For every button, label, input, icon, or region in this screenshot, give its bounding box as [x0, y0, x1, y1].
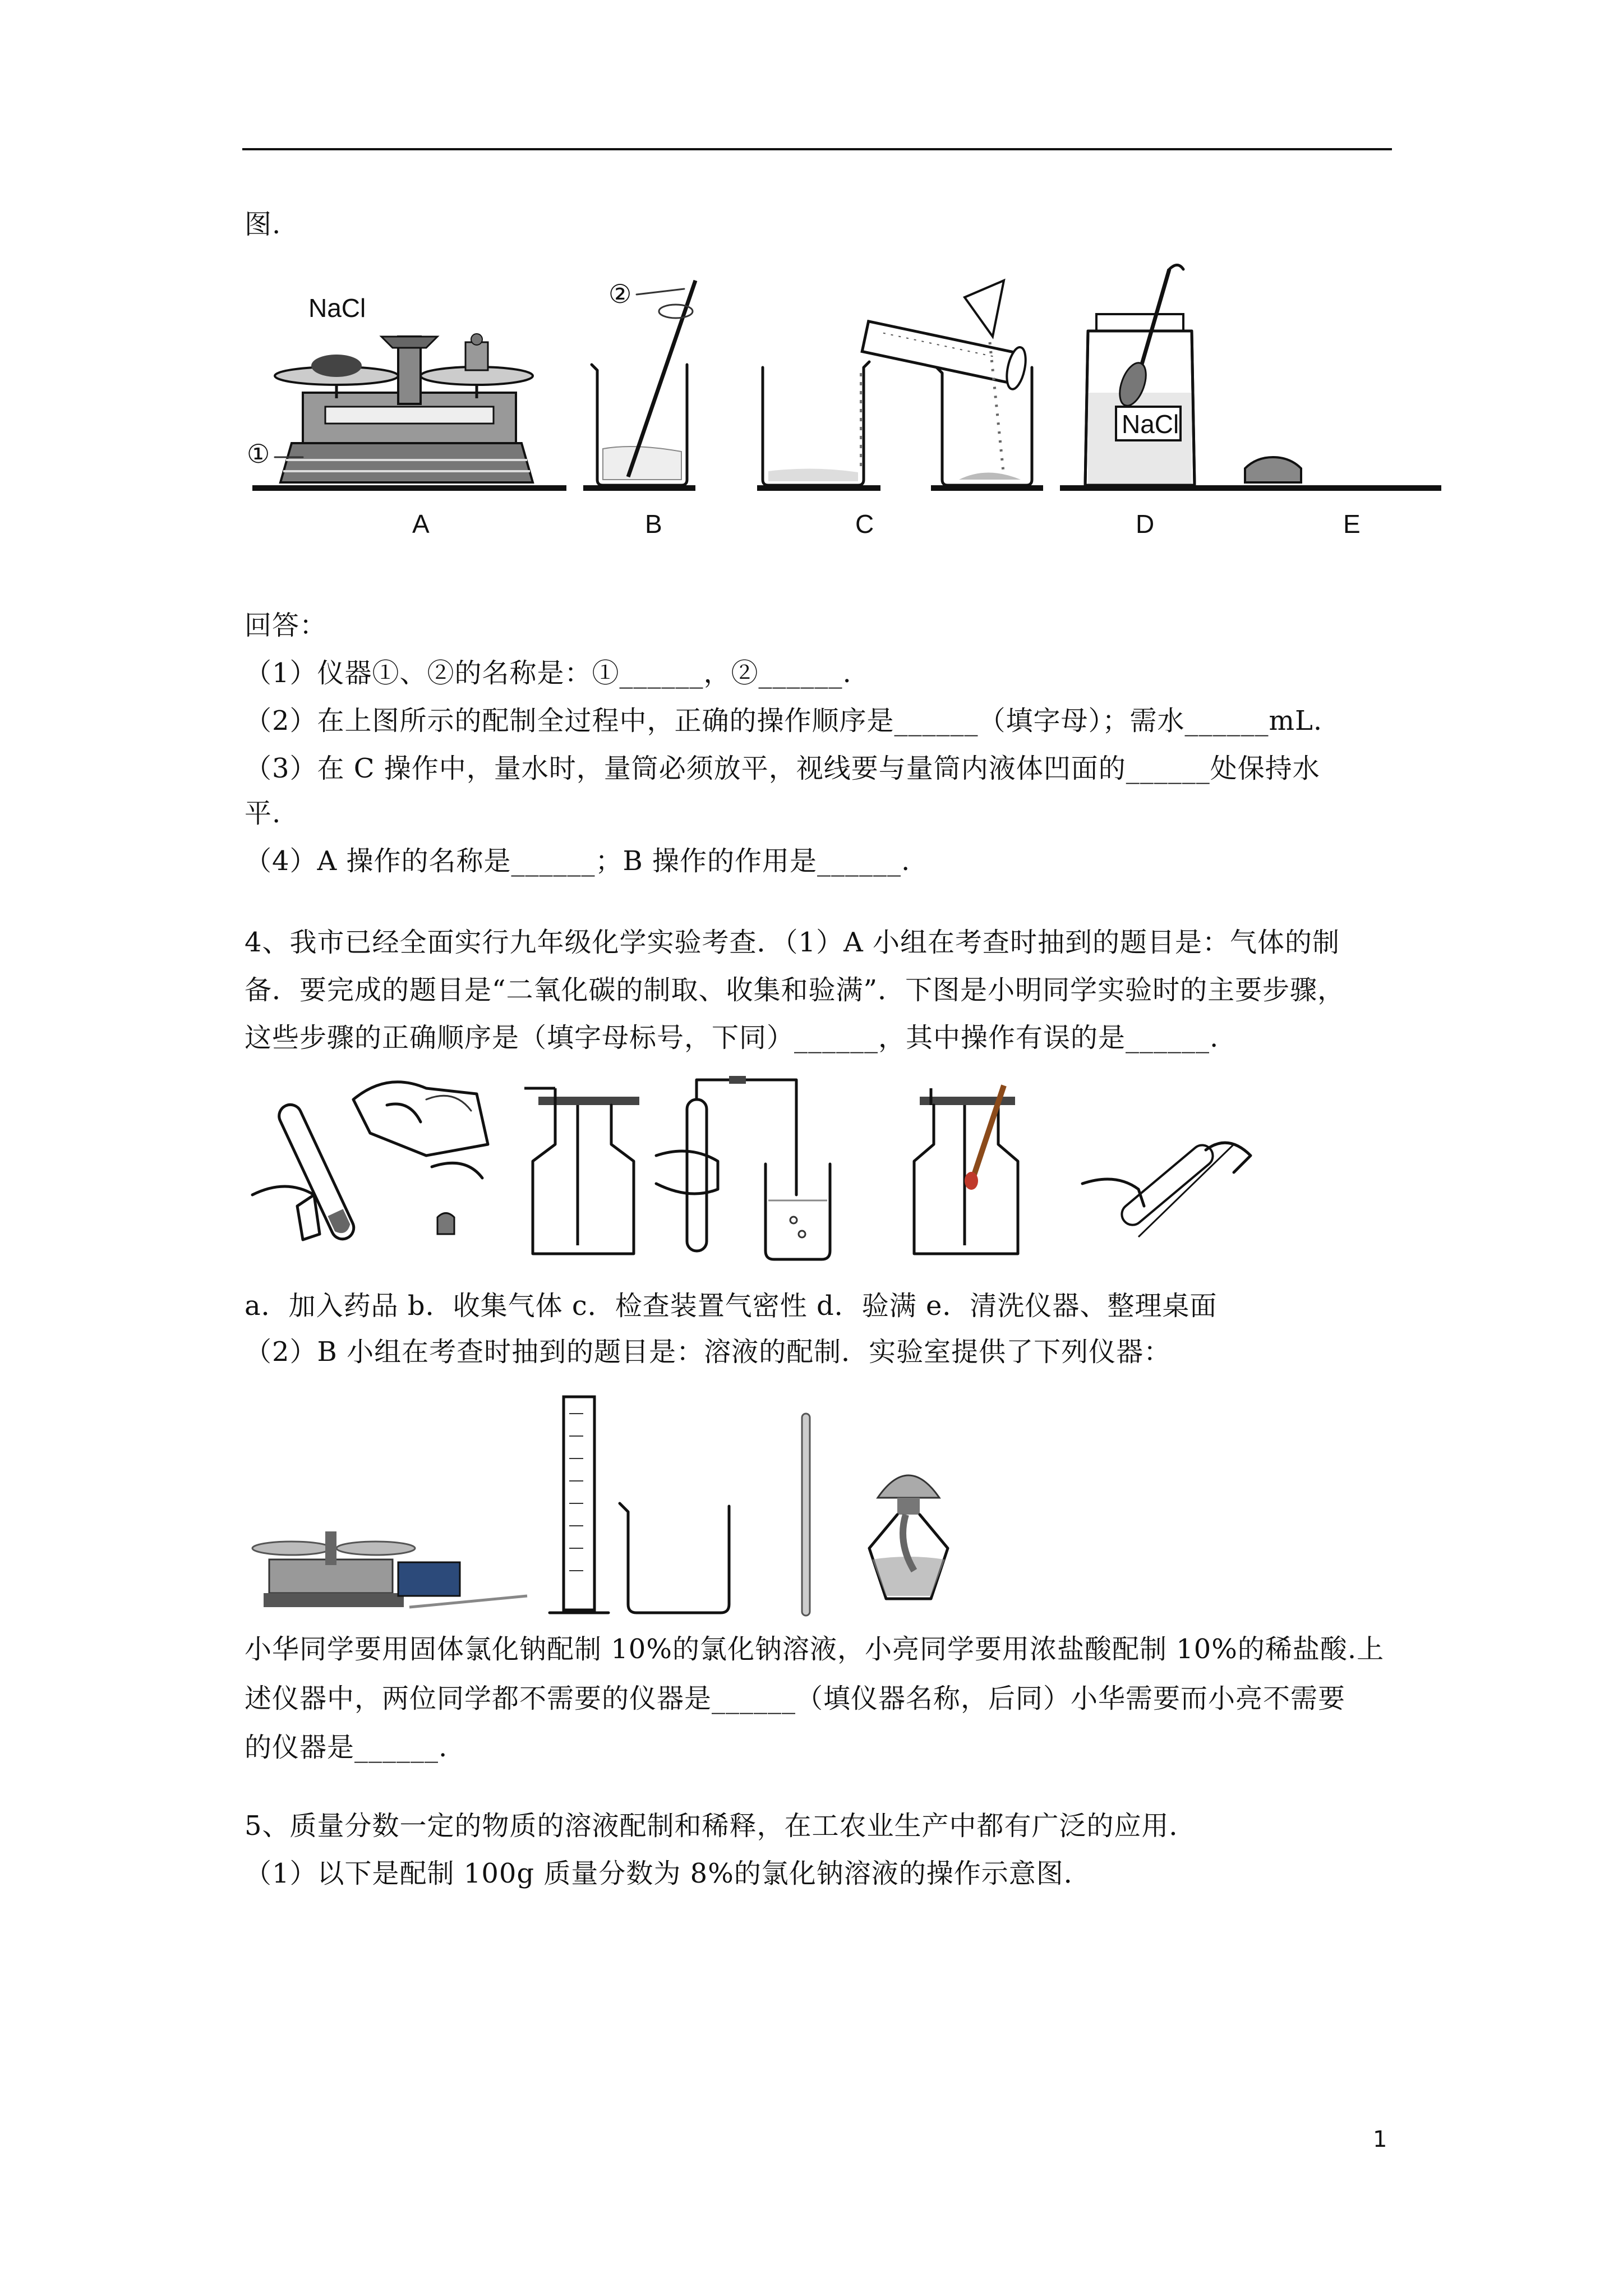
q5-line-1: 5、质量分数一定的物质的溶液配制和稀释，在工农业生产中都有广泛的应用． — [245, 1810, 1197, 1842]
figure-label-d: D — [1136, 509, 1155, 539]
adding-reagent-illustration — [252, 1082, 488, 1243]
q3-part-3-line-2: 平. — [245, 798, 282, 829]
q4-line-3: 这些步骤的正确顺序是（填字母标号，下同）______，其中操作有误的是______. — [245, 1022, 1219, 1053]
answer-intro: 回答： — [245, 610, 328, 641]
balance-with-weights-illustration — [252, 1531, 527, 1607]
figure-co2-steps — [241, 1066, 1391, 1285]
q4-part-2: （2）B 小组在考查时抽到的题目是：溶液的配制．实验室提供了下列仪器： — [245, 1336, 1172, 1368]
reagent-jar-illustration — [1060, 265, 1441, 489]
nacl-label-jar: NaCl — [1122, 409, 1179, 439]
marker-1: ① — [247, 439, 270, 468]
header-rule — [242, 148, 1392, 150]
q4-part-3-line-3: 的仪器是______. — [245, 1732, 448, 1763]
figure-label-e: E — [1343, 509, 1361, 539]
checking-full-illustration — [914, 1085, 1018, 1254]
q4-line-1: 4、我市已经全面实行九年级化学实验考查．（1）A 小组在考查时抽到的题目是：气体的制 — [245, 927, 1340, 958]
airtightness-check-illustration — [656, 1076, 830, 1259]
q4-line-2: 备．要完成的题目是“二氧化碳的制取、收集和验满”．下图是小明同学实验时的主要步骤， — [245, 974, 1345, 1006]
nacl-label-balance: NaCl — [308, 293, 366, 323]
page-number: 1 — [1373, 2127, 1387, 2152]
q3-part-4: （4）A 操作的名称是______；B 操作的作用是______. — [245, 845, 911, 877]
q4-part-3-line-1: 小华同学要用固体氯化钠配制 10%的氯化钠溶液，小亮同学要用浓盐酸配制 10%的稀盐酸.上 — [245, 1634, 1385, 1665]
alcohol-lamp-illustration — [869, 1475, 948, 1599]
q4-part-3-line-2: 述仪器中，两位同学都不需要的仪器是______（填仪器名称，后同）小华需要而小亮不需要 — [245, 1683, 1346, 1714]
figure-solution-preparation — [241, 258, 1447, 550]
beaker-stirring-illustration — [583, 279, 695, 488]
pouring-water-illustration — [757, 315, 1029, 488]
glass-rod-illustration — [802, 1414, 810, 1616]
q3-part-3-line-1: （3）在 C 操作中，量水时，量筒必须放平，视线要与量筒内液体凹面的______处保持水 — [245, 753, 1320, 784]
figure-label-a: A — [412, 509, 430, 539]
q3-part-2: （2）在上图所示的配制全过程中，正确的操作顺序是______（填字母）；需水______mL. — [245, 705, 1323, 737]
marker-2: ② — [608, 279, 632, 309]
collecting-gas-illustration — [524, 1088, 639, 1254]
q4-steps-list: a．加入药品 b．收集气体 c．检查装置气密性 d．验满 e．清洗仪器、整理桌面 — [245, 1290, 1218, 1322]
pouring-solid-illustration — [931, 280, 1043, 488]
figure-instruments — [247, 1391, 1054, 1627]
figure-label-c: C — [855, 509, 874, 539]
balance-illustration — [247, 293, 566, 488]
graduated-cylinder-illustration — [550, 1397, 608, 1613]
figure-label-b: B — [645, 509, 662, 539]
beaker-illustration — [620, 1503, 729, 1613]
cleaning-illustration — [1082, 1141, 1251, 1237]
q3-part-1: （1）仪器①、②的名称是：①______，②______. — [245, 657, 852, 689]
intro-fragment: 图. — [245, 209, 282, 240]
q5-line-2: （1）以下是配制 100g 质量分数为 8%的氯化钠溶液的操作示意图． — [245, 1858, 1091, 1889]
